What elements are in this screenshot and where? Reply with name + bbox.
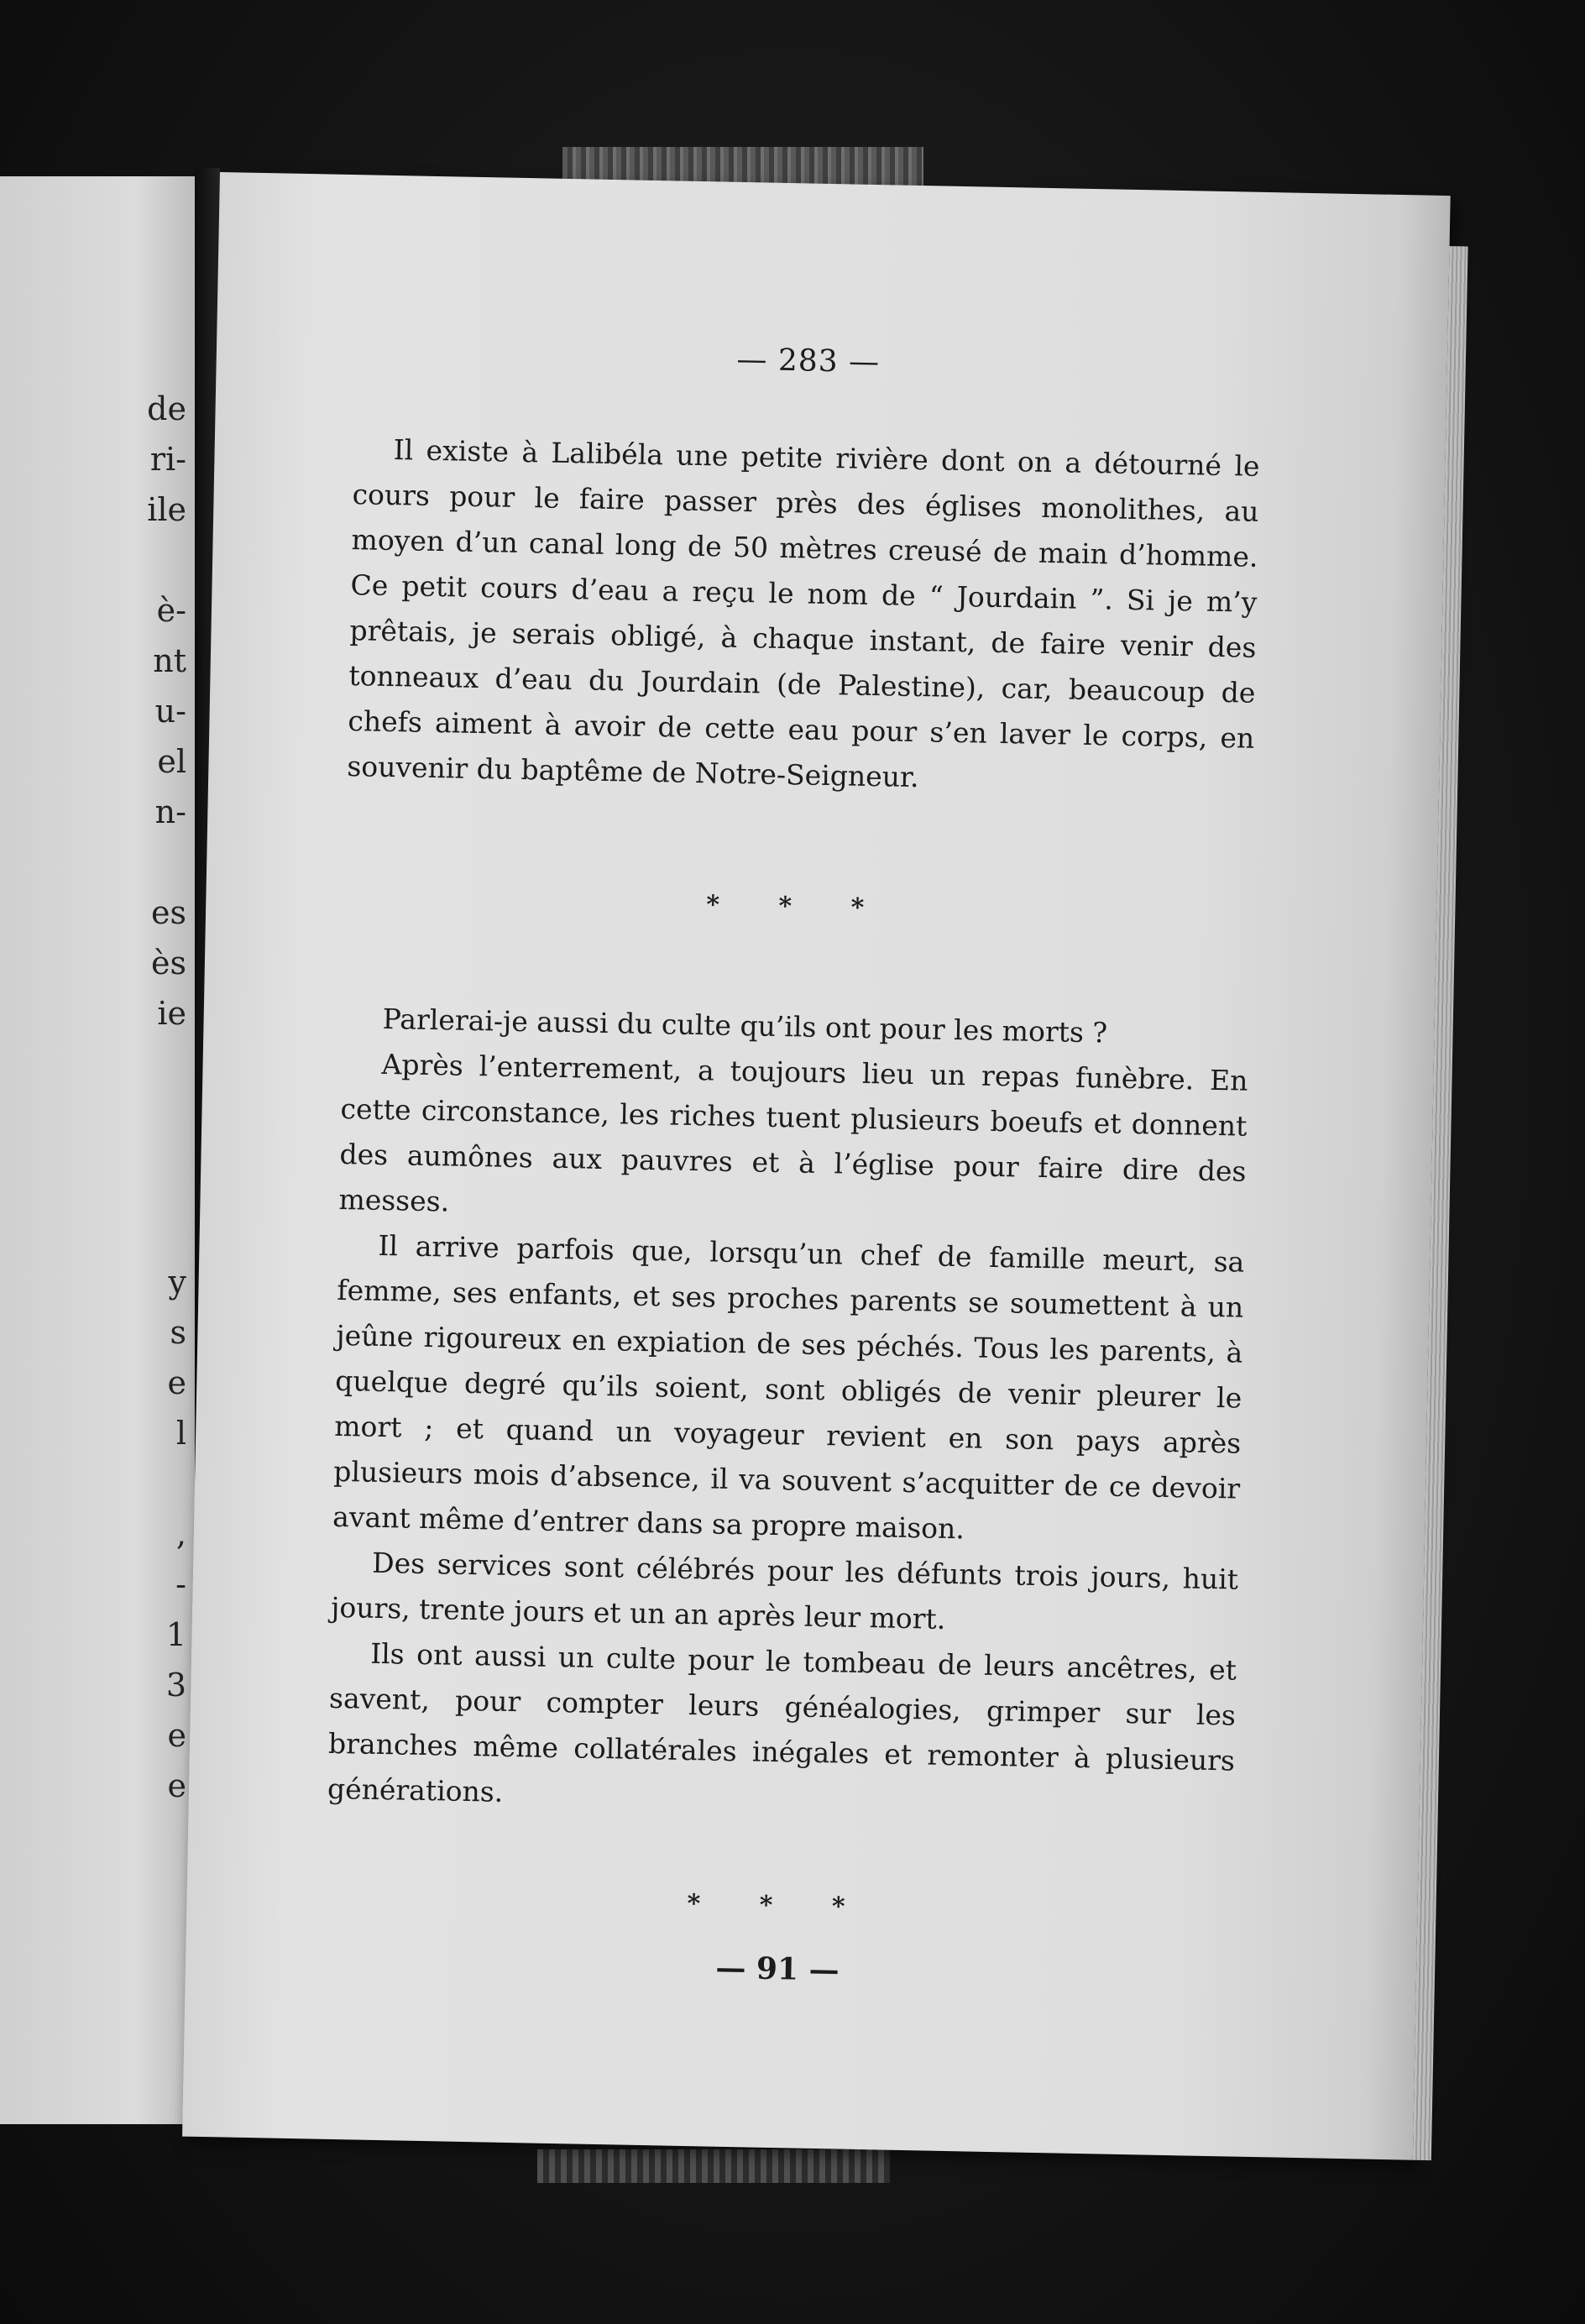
left-page-fragment: y xyxy=(168,1264,186,1301)
left-page-fragment: e xyxy=(167,1364,186,1401)
left-page-fragment: ès xyxy=(151,945,186,981)
page-header-number: — 283 — xyxy=(736,342,881,380)
paragraph-ancestors: Ils ont aussi un culte pour le tombeau de leurs ancêtres, et savent, pour compter leurs généalogies, grimper sur les branches même collatérales inégales et remonter à plusieurs générations. xyxy=(327,1636,1237,1808)
left-page-fragment: de xyxy=(147,390,186,427)
paragraph-lalibela-river: Il existe à Lalibéla une petite rivière dont on a détourné le cours pour le faire passer près des églises monolithes, au moyen d’un canal long de 50 mètres creusé de main d’homme. Ce petit cours d’eau a reçu le nom de “ Jourdain ”. Si je m’y prêtais, je serais obligé, à chaque instant, de faire venir des tonneaux d’eau du Jourdain (de Palestine), car, beaucoup de chefs aiment à avoir de cette eau pour s’en laver le corps, en souvenir du baptême de Notre-Seigneur. xyxy=(347,433,1260,794)
left-page-fragment: n- xyxy=(154,793,186,830)
paragraph-question-dead: Parlerai-je aussi du culte qu’ils ont pour les morts ? xyxy=(382,1002,1108,1049)
page-stack-edge xyxy=(1413,246,1468,2160)
paragraph-services: Des services sont célébrés pour les défunts trois jours, huit jours, trente jours et un an après leur mort. xyxy=(330,1546,1239,1636)
left-page-fragment: e xyxy=(167,1717,186,1754)
left-page-fragment: 1 xyxy=(165,1616,186,1653)
left-page-fragment: es xyxy=(151,894,186,931)
left-page-fragment: u- xyxy=(154,693,186,730)
left-page-fragment: 3 xyxy=(165,1667,186,1704)
left-page-fragment: ri- xyxy=(149,441,186,478)
left-page-edge xyxy=(0,176,195,2124)
binding-strip-bottom xyxy=(537,2149,890,2183)
left-page-fragment: e xyxy=(167,1767,186,1804)
left-page-fragment: ie xyxy=(157,995,186,1032)
right-page xyxy=(182,172,1451,2160)
left-page-fragment: - xyxy=(175,1566,186,1603)
left-page-fragment: el xyxy=(157,743,186,780)
left-page-fragment: ile xyxy=(147,491,186,528)
section-separator: * * * xyxy=(687,1889,871,1923)
section-funeral-customs xyxy=(327,996,1249,1829)
paragraph-burial-meal: Après l’enterrement, a toujours lieu un repas funèbre. En cette circonstance, les riches tuent plusieurs boeufs et donnent des aumônes aux pauvres et à l’église pour faire dire des messes. xyxy=(338,1047,1248,1218)
paragraph-mourning-fast: Il arrive parfois que, lorsqu’un chef de famille meurt, sa femme, ses enfants, et ses proches parents se soumettent à un jeûne rigoureux en expiation de ses péchés. Tous les parents, à quelque degré qu’ils soient, sont obligés de venir pleurer le mort ; et quand un voyageur revient en son pays après plusieurs mois d’absence, il va souvent s’acquitter de ce devoir avant même d’entrer dans sa propre maison. xyxy=(332,1228,1245,1546)
left-page-fragment: , xyxy=(175,1515,186,1552)
left-page-fragment: nt xyxy=(153,642,186,679)
page-footer-number: — 91 — xyxy=(715,1950,840,1988)
left-page-fragment: s xyxy=(170,1314,186,1351)
section-separator: * * * xyxy=(706,890,890,924)
left-page-fragment: è- xyxy=(156,592,186,629)
left-page-fragment: l xyxy=(175,1415,186,1452)
